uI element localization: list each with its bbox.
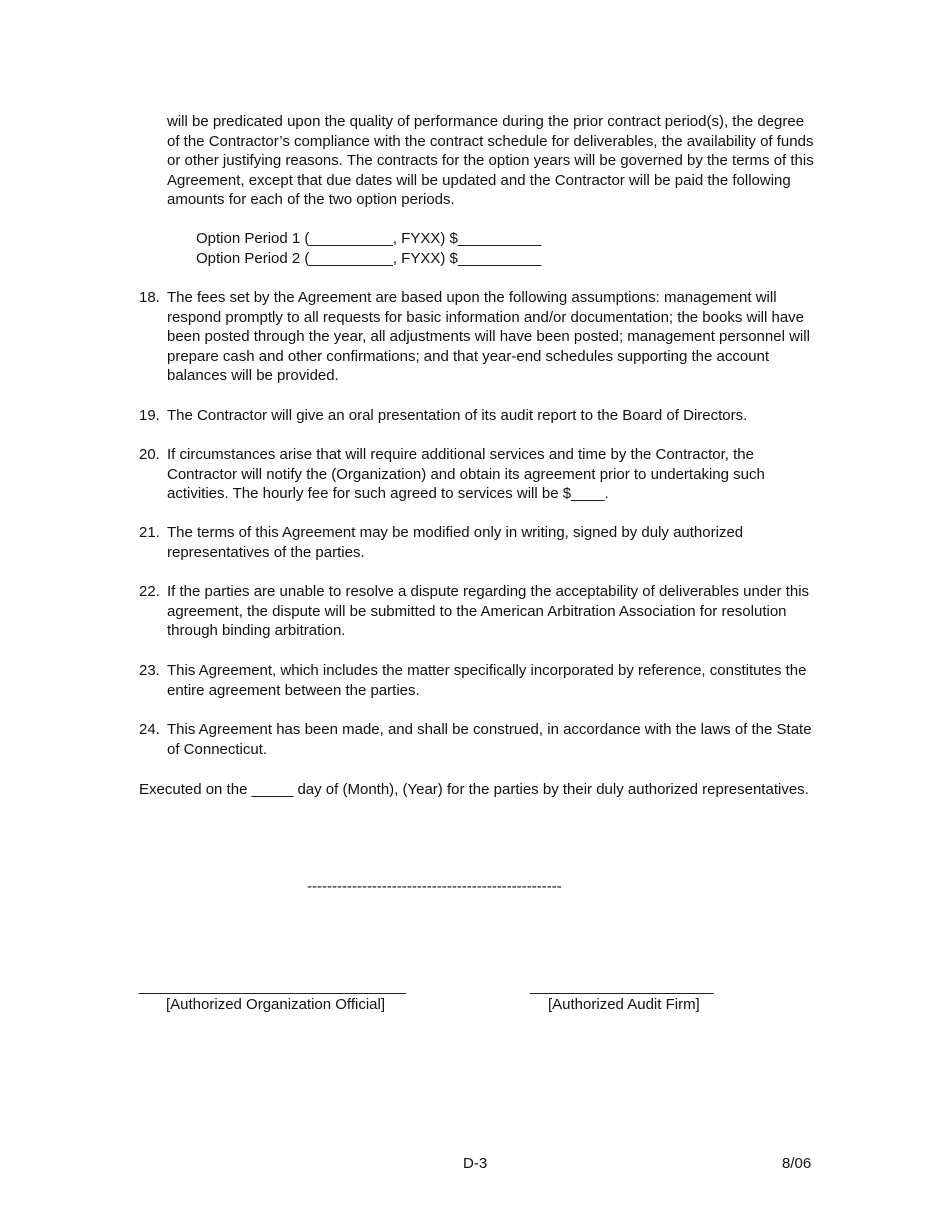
clause-23: [139, 661, 817, 700]
clause-number: 21.: [139, 524, 160, 541]
clause-number: 24.: [139, 721, 160, 738]
clause-20: [139, 445, 817, 504]
clause-text: If circumstances arise that will require additional services and time by the Contractor, the Contractor will notify the (Organization) and obtain its agreement prior to undertaking such activities. The hourly fee for such agreed to services will be $____.: [167, 446, 765, 503]
signature-label-audit-firm: [Authorized Audit Firm]: [548, 996, 700, 1013]
continuation-paragraph: will be predicated upon the quality of performance during the prior contract period(s), the degree of the Contractor’s compliance with the contract schedule for deliverables, the availability of funds or other justifying reasons. The contracts for the option years will be governed by the terms of this Agreement, except that due dates will be updated and the Contractor will be paid the following amounts for each of the two option periods.: [167, 113, 814, 209]
clause-text: The fees set by the Agreement are based upon the following assumptions: management will respond promptly to all requests for basic information and/or documentation; the books will have been posted through the year, all adjustments will have been posted; management personnel will prepare cash and other confirmations; and that year-end schedules supporting the account balances will be provided.: [167, 289, 810, 385]
signature-line-audit-firm: ______________________: [530, 978, 714, 995]
separator-line: ---------------------------------------------------: [307, 878, 562, 895]
signature-label-organization: [Authorized Organization Official]: [166, 996, 386, 1013]
signature-line-organization: ________________________________: [139, 978, 406, 995]
clause-19: [139, 406, 817, 426]
option-period-1: Option Period 1 (__________, FYXX) $__________: [196, 230, 542, 247]
clause-text: The terms of this Agreement may be modified only in writing, signed by duly authorized representatives of the parties.: [167, 524, 744, 561]
clause-21: [139, 523, 817, 562]
clause-22: [139, 582, 817, 641]
clause-text: This Agreement has been made, and shall be construed, in accordance with the laws of the State of Connecticut.: [167, 721, 812, 758]
clause-text: The Contractor will give an oral presentation of its audit report to the Board of Directors.: [167, 407, 748, 424]
clause-number: 22.: [139, 583, 160, 600]
clause-18: [139, 288, 817, 386]
clause-number: 19.: [139, 407, 160, 424]
clause-number: 20.: [139, 446, 160, 463]
revision-date: 8/06: [782, 1155, 812, 1172]
clause-text: This Agreement, which includes the matter specifically incorporated by reference, constitutes the entire agreement between the parties.: [167, 662, 807, 699]
clause-number: 23.: [139, 662, 160, 679]
clause-text: If the parties are unable to resolve a dispute regarding the acceptability of deliverables under this agreement, the dispute will be submitted to the American Arbitration Association for resolution through binding arbitration.: [167, 583, 810, 640]
page-number: D-3: [463, 1155, 488, 1172]
clause-number: 18.: [139, 289, 160, 306]
execution-statement: Executed on the _____ day of (Month), (Year) for the parties by their duly authorized representatives.: [139, 781, 809, 798]
clause-24: [139, 720, 817, 759]
option-period-2: Option Period 2 (__________, FYXX) $__________: [196, 250, 542, 267]
